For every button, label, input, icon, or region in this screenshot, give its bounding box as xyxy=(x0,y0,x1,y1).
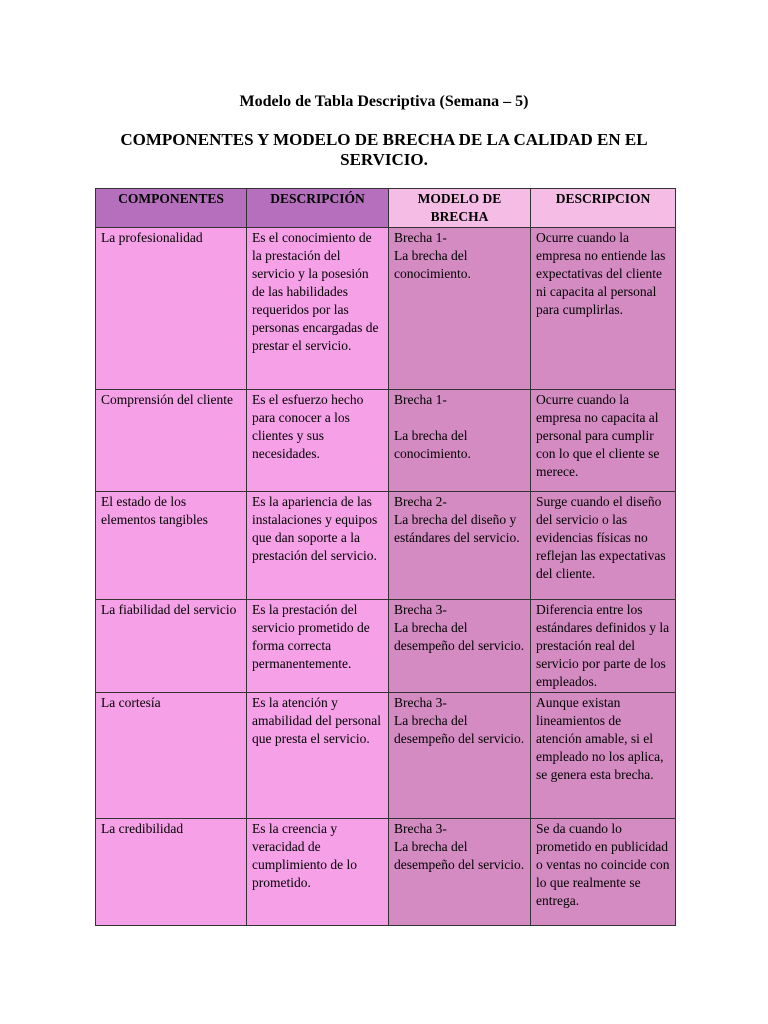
cell-brecha xyxy=(389,228,531,390)
header-descripcion: DESCRIPCIÓN xyxy=(247,189,389,228)
table-row xyxy=(96,819,676,926)
cell-detalle: Surge cuando el diseño del servicio o las evidencias físicas no reflejan las expectativas del cliente. xyxy=(531,492,676,600)
table-header-row xyxy=(96,189,676,228)
document-subtitle: COMPONENTES Y MODELO DE BRECHA DE LA CALIDAD EN EL SERVICIO. xyxy=(120,130,648,169)
cell-detalle: Ocurre cuando la empresa no entiende las expectativas del cliente ni capacita al personal para cumplirlas. xyxy=(531,228,676,390)
cell-brecha-text: Brecha 1- La brecha del conocimiento. xyxy=(394,392,471,461)
cell-detalle: Aunque existan lineamientos de atención amable, si el empleado no los aplica, se genera esta brecha. xyxy=(531,693,676,819)
cell-detalle: Se da cuando lo prometido en publicidad o ventas no coincide con lo que realmente se entrega. xyxy=(531,819,676,926)
cell-componente: La cortesía xyxy=(96,693,247,819)
table-row xyxy=(96,693,676,819)
cell-brecha-text: Brecha 3- La brecha del desempeño del servicio. xyxy=(394,602,525,653)
document-title: Modelo de Tabla Descriptiva (Semana – 5) xyxy=(239,93,529,110)
cell-detalle: Diferencia entre los estándares definidos y la prestación real del servicio por parte de los empleados. xyxy=(531,600,676,693)
cell-descripcion: Es el conocimiento de la prestación del servicio y la posesión de las habilidades requeridos por las personas encargadas de prestar el servicio. xyxy=(247,228,389,390)
header-descripcion-brecha: DESCRIPCION xyxy=(531,189,676,228)
cell-brecha-text: Brecha 1- La brecha del conocimiento. xyxy=(394,230,471,281)
cell-brecha xyxy=(389,819,531,926)
header-componentes: COMPONENTES xyxy=(96,189,247,228)
table-row xyxy=(96,390,676,492)
cell-componente: El estado de los elementos tangibles xyxy=(96,492,247,600)
cell-brecha xyxy=(389,600,531,693)
cell-componente: La profesionalidad xyxy=(96,228,247,390)
table-row xyxy=(96,228,676,390)
cell-descripcion: Es la creencia y veracidad de cumplimiento de lo prometido. xyxy=(247,819,389,926)
cell-descripcion: Es la prestación del servicio prometido de forma correcta permanentemente. xyxy=(247,600,389,693)
cell-componente: Comprensión del cliente xyxy=(96,390,247,492)
cell-brecha xyxy=(389,390,531,492)
gap-model-table xyxy=(95,188,676,926)
cell-brecha-text: Brecha 3- La brecha del desempeño del servicio. xyxy=(394,821,525,872)
cell-componente: La credibilidad xyxy=(96,819,247,926)
cell-descripcion: Es la atención y amabilidad del personal que presta el servicio. xyxy=(247,693,389,819)
cell-brecha-text: Brecha 3- La brecha del desempeño del servicio. xyxy=(394,695,525,746)
table-row xyxy=(96,492,676,600)
header-modelo-de-brecha: MODELO DE BRECHA xyxy=(389,189,531,228)
cell-brecha xyxy=(389,693,531,819)
table-row xyxy=(96,600,676,693)
cell-detalle: Ocurre cuando la empresa no capacita al personal para cumplir con lo que el cliente se merece. xyxy=(531,390,676,492)
cell-brecha-text: Brecha 2- La brecha del diseño y estándares del servicio. xyxy=(394,494,520,545)
cell-brecha xyxy=(389,492,531,600)
cell-componente: La fiabilidad del servicio xyxy=(96,600,247,693)
cell-descripcion: Es el esfuerzo hecho para conocer a los clientes y sus necesidades. xyxy=(247,390,389,492)
cell-descripcion: Es la apariencia de las instalaciones y equipos que dan soporte a la prestación del servicio. xyxy=(247,492,389,600)
